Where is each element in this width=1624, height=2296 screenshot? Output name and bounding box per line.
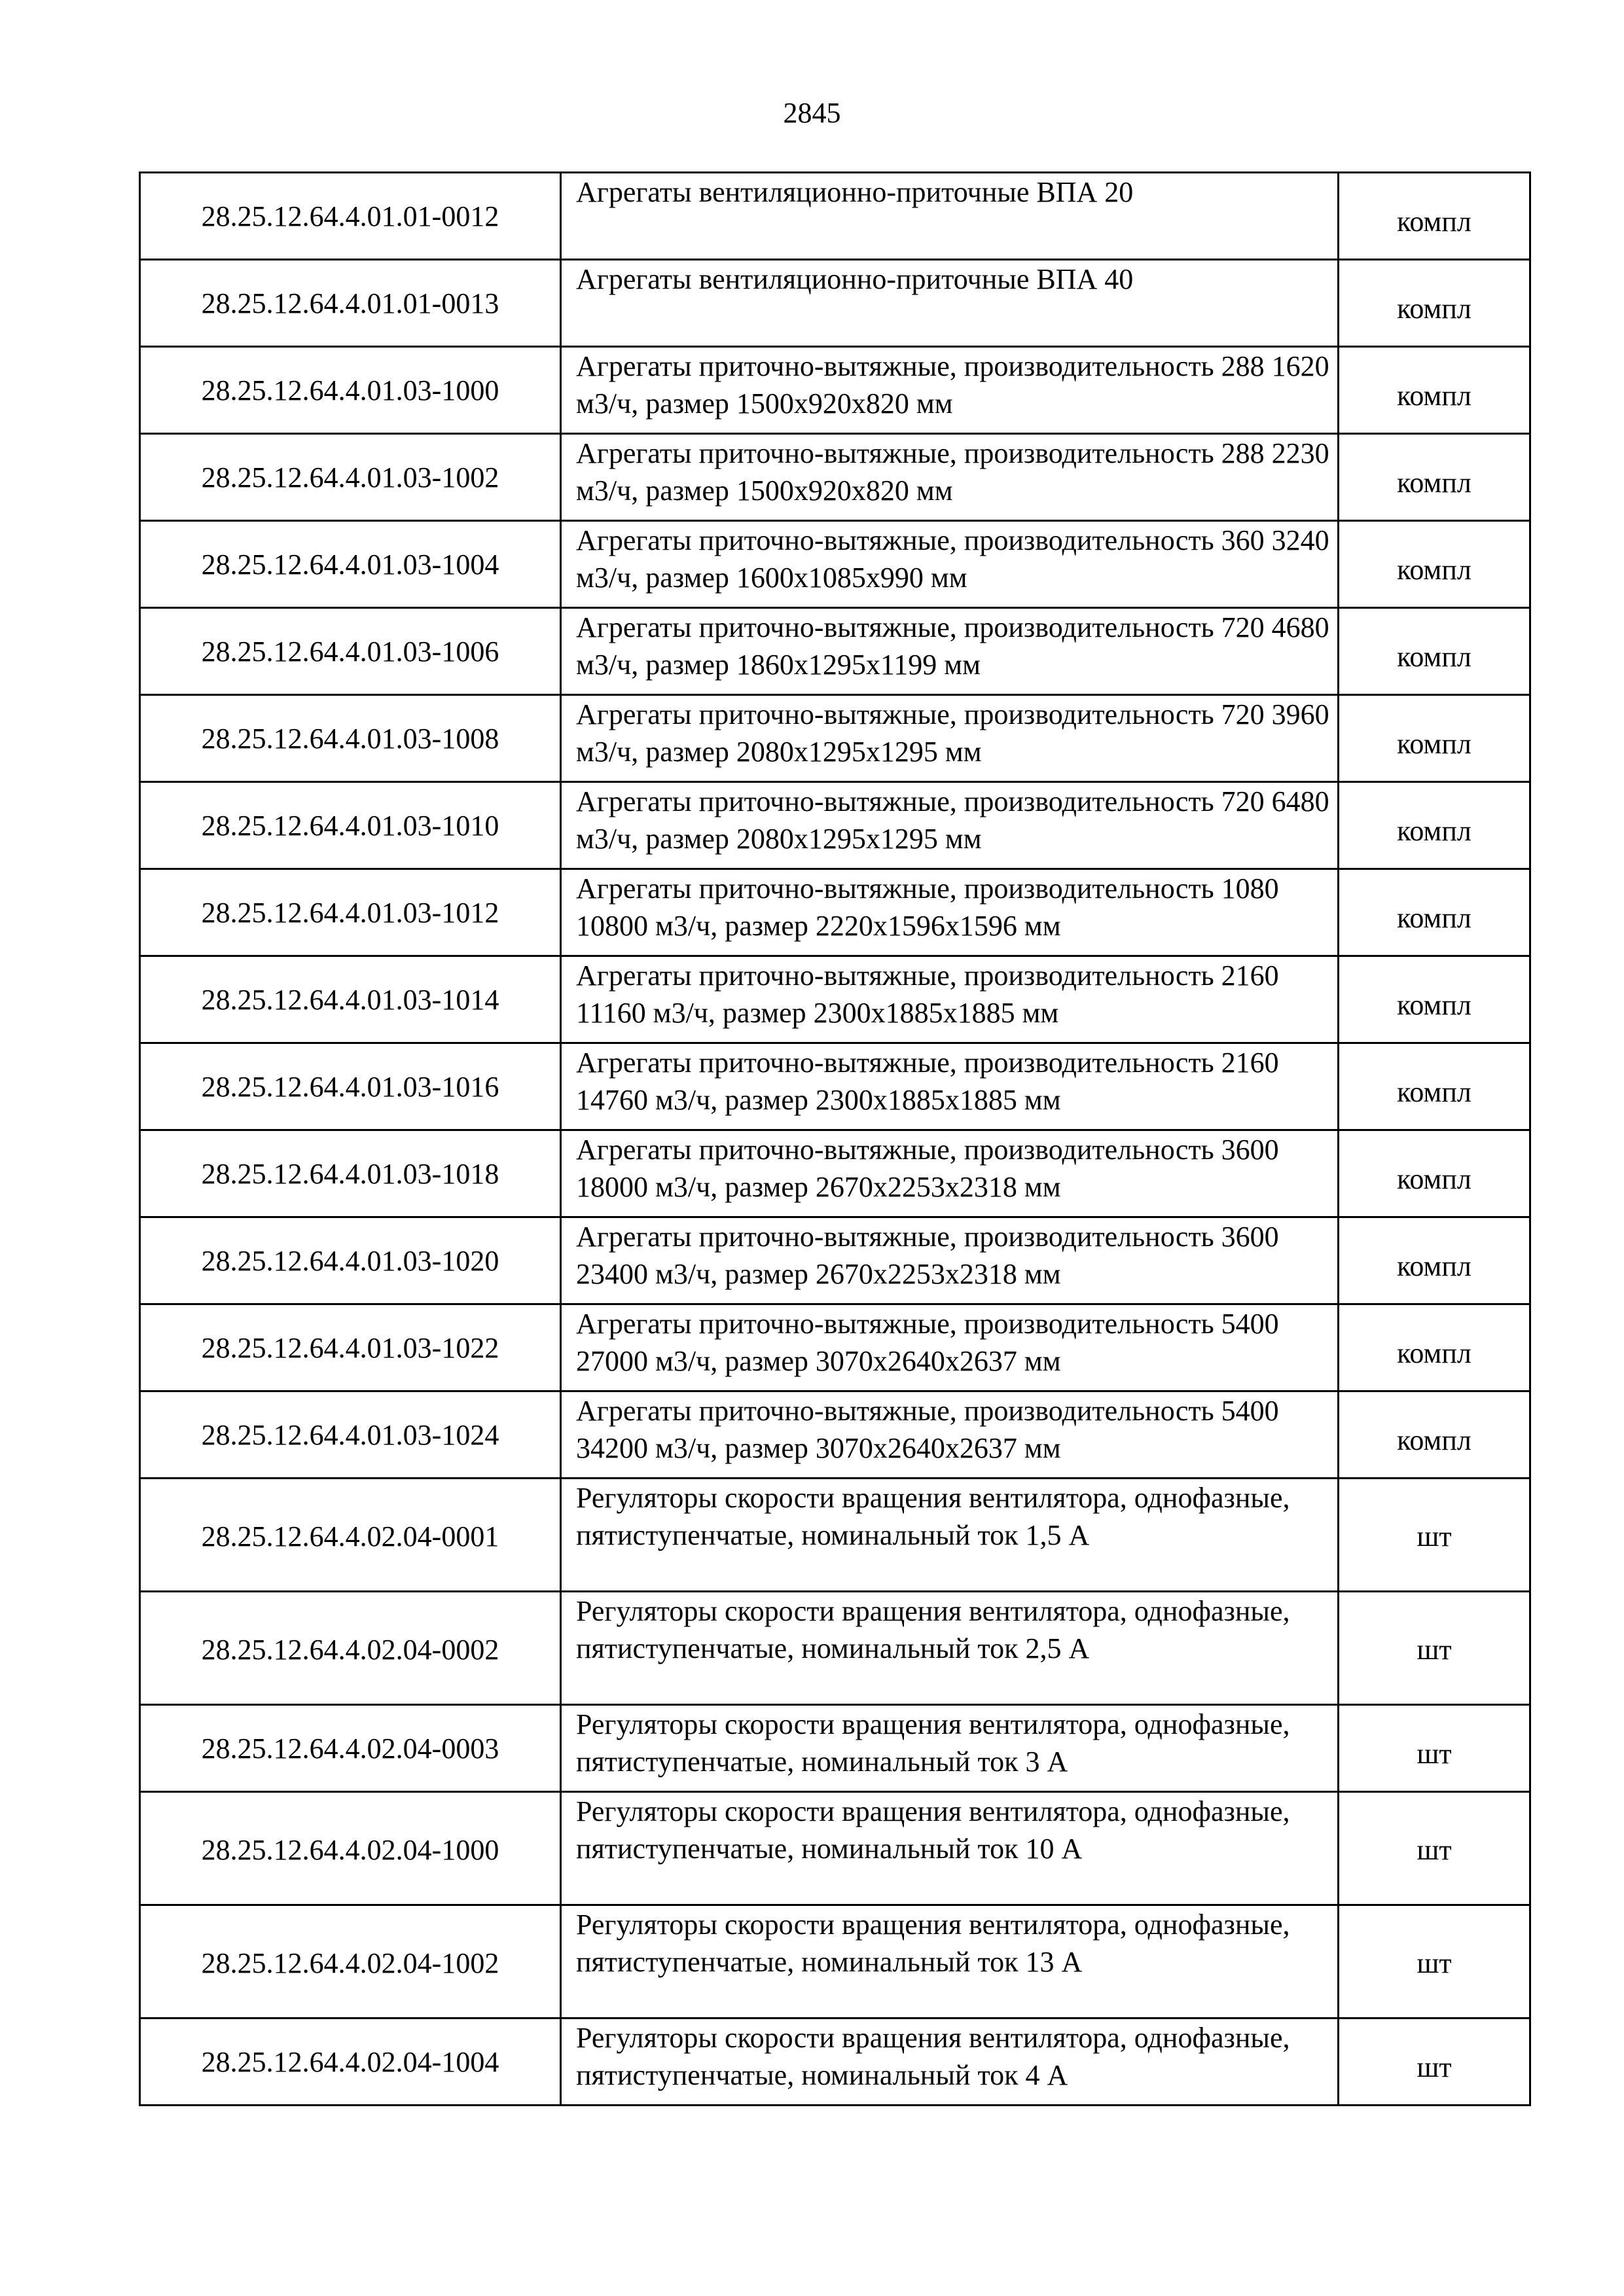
item-name-text: Агрегаты вентиляционно-приточные ВПА 20 <box>576 176 1134 208</box>
item-name <box>561 869 1339 956</box>
item-unit: компл <box>1339 1130 1530 1217</box>
item-name <box>561 1043 1339 1130</box>
item-unit: компл <box>1339 1217 1530 1304</box>
item-name-text: Регуляторы скорости вращения вентилятора, однофазные, пятиступенчатые, номинальный ток 3 А <box>576 1708 1290 1778</box>
item-name <box>561 1705 1339 1792</box>
item-name <box>561 434 1339 521</box>
item-name <box>561 1905 1339 2018</box>
item-code: 28.25.12.64.4.01.01-0012 <box>140 173 561 260</box>
item-unit: компл <box>1339 956 1530 1043</box>
item-unit: шт <box>1339 1905 1530 2018</box>
item-code: 28.25.12.64.4.01.03-1008 <box>140 695 561 782</box>
item-code: 28.25.12.64.4.01.03-1024 <box>140 1391 561 1479</box>
item-unit: шт <box>1339 2018 1530 2106</box>
item-name-text: Агрегаты приточно-вытяжные, производительность 288 1620 м3/ч, размер 1500х920х820 мм <box>576 350 1329 420</box>
item-name <box>561 1479 1339 1592</box>
table-row <box>140 1592 1530 1705</box>
item-unit: компл <box>1339 782 1530 869</box>
table-row <box>140 1705 1530 1792</box>
item-name-text: Агрегаты приточно-вытяжные, производительность 3600 18000 м3/ч, размер 2670х2253х2318 мм <box>576 1134 1279 1203</box>
table-row <box>140 695 1530 782</box>
item-name-text: Агрегаты приточно-вытяжные, производительность 360 3240 м3/ч, размер 1600х1085х990 мм <box>576 524 1329 594</box>
item-code: 28.25.12.64.4.02.04-1004 <box>140 2018 561 2106</box>
item-name-text: Регуляторы скорости вращения вентилятора, однофазные, пятиступенчатые, номинальный ток 10 А <box>576 1795 1290 1865</box>
item-code: 28.25.12.64.4.01.03-1004 <box>140 521 561 608</box>
item-name-text: Агрегаты приточно-вытяжные, производительность 5400 27000 м3/ч, размер 3070х2640х2637 мм <box>576 1308 1279 1377</box>
table-row <box>140 1130 1530 1217</box>
item-code: 28.25.12.64.4.01.03-1016 <box>140 1043 561 1130</box>
items-table <box>139 171 1531 2106</box>
item-code: 28.25.12.64.4.01.03-1006 <box>140 608 561 695</box>
item-name-text: Агрегаты приточно-вытяжные, производительность 720 4680 м3/ч, размер 1860х1295х1199 мм <box>576 611 1329 681</box>
item-code: 28.25.12.64.4.01.03-1020 <box>140 1217 561 1304</box>
item-code: 28.25.12.64.4.01.03-1014 <box>140 956 561 1043</box>
item-name-text: Агрегаты приточно-вытяжные, производительность 2160 11160 м3/ч, размер 2300х1885х1885 мм <box>576 960 1279 1029</box>
table-row <box>140 869 1530 956</box>
item-code: 28.25.12.64.4.01.03-1010 <box>140 782 561 869</box>
table-row <box>140 1479 1530 1592</box>
item-name <box>561 1304 1339 1391</box>
table-row <box>140 1043 1530 1130</box>
item-unit: компл <box>1339 347 1530 434</box>
item-name-text: Регуляторы скорости вращения вентилятора, однофазные, пятиступенчатые, номинальный ток 1,5 А <box>576 1482 1290 1551</box>
table-row <box>140 347 1530 434</box>
item-name <box>561 1217 1339 1304</box>
item-name-text: Регуляторы скорости вращения вентилятора, однофазные, пятиступенчатые, номинальный ток 2,5 А <box>576 1595 1290 1664</box>
item-name-text: Агрегаты вентиляционно-приточные ВПА 40 <box>576 263 1134 295</box>
item-unit: компл <box>1339 1391 1530 1479</box>
item-code: 28.25.12.64.4.01.03-1012 <box>140 869 561 956</box>
item-name <box>561 260 1339 347</box>
item-unit: шт <box>1339 1592 1530 1705</box>
item-name <box>561 1792 1339 1905</box>
table-row <box>140 2018 1530 2106</box>
item-name-text: Агрегаты приточно-вытяжные, производительность 288 2230 м3/ч, размер 1500х920х820 мм <box>576 437 1329 507</box>
item-unit: компл <box>1339 173 1530 260</box>
item-unit: компл <box>1339 1043 1530 1130</box>
item-unit: компл <box>1339 1304 1530 1391</box>
table-row <box>140 521 1530 608</box>
item-unit: шт <box>1339 1479 1530 1592</box>
table-row <box>140 260 1530 347</box>
item-name <box>561 695 1339 782</box>
item-unit: шт <box>1339 1792 1530 1905</box>
item-name <box>561 608 1339 695</box>
item-name <box>561 1592 1339 1705</box>
item-code: 28.25.12.64.4.02.04-0002 <box>140 1592 561 1705</box>
item-name-text: Регуляторы скорости вращения вентилятора, однофазные, пятиступенчатые, номинальный ток 4 А <box>576 2022 1290 2091</box>
item-name-text: Агрегаты приточно-вытяжные, производительность 5400 34200 м3/ч, размер 3070х2640х2637 мм <box>576 1395 1279 1464</box>
item-unit: компл <box>1339 869 1530 956</box>
item-name-text: Регуляторы скорости вращения вентилятора, однофазные, пятиступенчатые, номинальный ток 13 А <box>576 1909 1290 1978</box>
table-row <box>140 1391 1530 1479</box>
table-row <box>140 1217 1530 1304</box>
item-name <box>561 521 1339 608</box>
table-row <box>140 608 1530 695</box>
item-code: 28.25.12.64.4.01.03-1022 <box>140 1304 561 1391</box>
item-name <box>561 1130 1339 1217</box>
table-row <box>140 956 1530 1043</box>
item-unit: компл <box>1339 434 1530 521</box>
item-unit: компл <box>1339 521 1530 608</box>
item-code: 28.25.12.64.4.02.04-0001 <box>140 1479 561 1592</box>
table-row <box>140 1304 1530 1391</box>
item-name <box>561 173 1339 260</box>
item-code: 28.25.12.64.4.02.04-1002 <box>140 1905 561 2018</box>
item-name-text: Агрегаты приточно-вытяжные, производительность 720 3960 м3/ч, размер 2080х1295х1295 мм <box>576 698 1329 768</box>
item-unit: компл <box>1339 608 1530 695</box>
table-row <box>140 1905 1530 2018</box>
item-code: 28.25.12.64.4.02.04-1000 <box>140 1792 561 1905</box>
item-name <box>561 2018 1339 2106</box>
item-name-text: Агрегаты приточно-вытяжные, производительность 720 6480 м3/ч, размер 2080х1295х1295 мм <box>576 785 1329 855</box>
item-unit: шт <box>1339 1705 1530 1792</box>
table-row <box>140 1792 1530 1905</box>
item-unit: компл <box>1339 695 1530 782</box>
table-row <box>140 782 1530 869</box>
item-name <box>561 956 1339 1043</box>
item-code: 28.25.12.64.4.01.03-1000 <box>140 347 561 434</box>
item-code: 28.25.12.64.4.02.04-0003 <box>140 1705 561 1792</box>
item-name-text: Агрегаты приточно-вытяжные, производительность 2160 14760 м3/ч, размер 2300х1885х1885 мм <box>576 1047 1279 1116</box>
item-unit: компл <box>1339 260 1530 347</box>
item-name <box>561 347 1339 434</box>
item-name-text: Агрегаты приточно-вытяжные, производительность 3600 23400 м3/ч, размер 2670х2253х2318 мм <box>576 1221 1279 1290</box>
item-code: 28.25.12.64.4.01.01-0013 <box>140 260 561 347</box>
table-row <box>140 173 1530 260</box>
table-row <box>140 434 1530 521</box>
item-name <box>561 1391 1339 1479</box>
item-name-text: Агрегаты приточно-вытяжные, производительность 1080 10800 м3/ч, размер 2220х1596х1596 мм <box>576 872 1279 942</box>
item-code: 28.25.12.64.4.01.03-1002 <box>140 434 561 521</box>
item-code: 28.25.12.64.4.01.03-1018 <box>140 1130 561 1217</box>
item-name <box>561 782 1339 869</box>
page-number: 2845 <box>783 97 841 129</box>
